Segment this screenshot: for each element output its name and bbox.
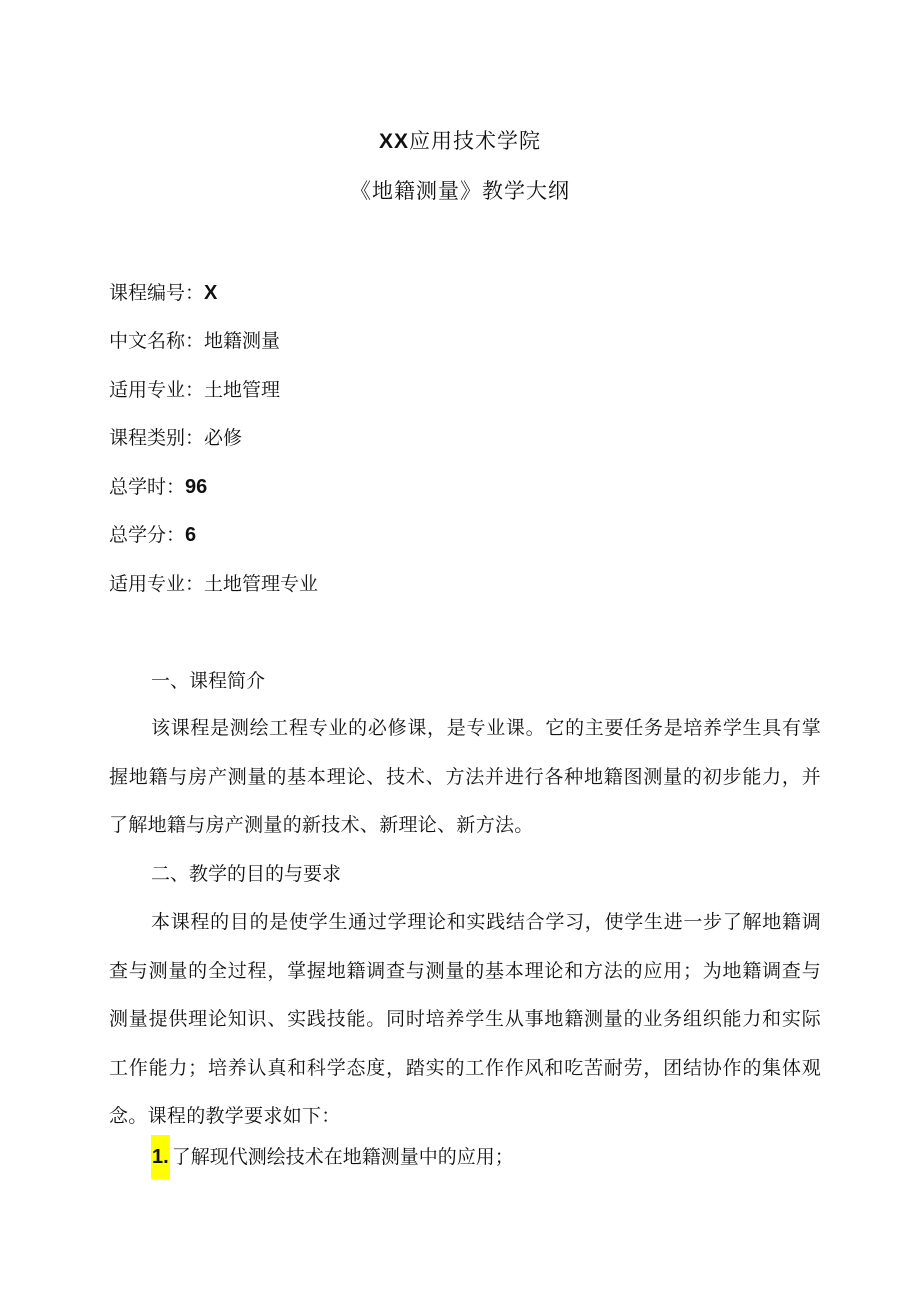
section-heading-goals: 二、教学的目的与要求 [151, 863, 342, 885]
total-hours-line [109, 474, 207, 500]
info-label: 课程编号： [109, 282, 205, 304]
requirement-item [151, 1135, 514, 1179]
requirement-number-highlight: 1. [151, 1135, 170, 1179]
total-credits-line [109, 522, 196, 548]
syllabus-title: 《地籍测量》教学大纲 [350, 179, 570, 203]
total-hours-value: 96 [185, 476, 208, 498]
institution-title [0, 127, 920, 156]
institution-prefix: XX [378, 130, 409, 153]
major-full-value: 土地管理专业 [204, 573, 319, 595]
section-paragraph-intro: 该课程是测绘工程专业的必修课，是专业课。它的主要任务是培养学生具有掌握地籍与房产测量的基本理论、技术、方法并进行各种地籍图测量的初步能力，并了解地籍与房产测量的新技术、新理论、新方法。 [109, 717, 821, 836]
course-code-value: X [204, 282, 218, 304]
chinese-name-value: 地籍测量 [204, 330, 281, 352]
course-code-line [109, 280, 217, 306]
info-label: 中文名称： [109, 330, 205, 352]
section-paragraph-goals: 本课程的目的是使学生通过学理论和实践结合学习，使学生进一步了解地籍调查与测量的全过程，掌握地籍调查与测量的基本理论和方法的应用；为地籍调查与测量提供理论知识、实践技能。同时培养学生从事地籍测量的业务组织能力和实际工作能力；培养认真和科学态度，踏实的工作作风和吃苦耐劳，团结协作的集体观念。课程的教学要求如下： [109, 911, 821, 1127]
requirement-text: 了解现代测绘技术在地籍测量中的应用； [171, 1146, 514, 1168]
course-type-line [109, 425, 242, 451]
info-label: 总学时： [109, 476, 186, 498]
info-label: 总学分： [109, 524, 186, 546]
major-line [109, 377, 280, 403]
info-label: 适用专业： [109, 573, 205, 595]
info-label: 适用专业： [109, 379, 205, 401]
major-full-line [109, 571, 318, 597]
institution-name: 应用技术学院 [409, 129, 541, 153]
section-heading-intro: 一、课程简介 [151, 670, 266, 692]
info-label: 课程类别： [109, 427, 205, 449]
course-type-value: 必修 [204, 427, 243, 449]
major-value: 土地管理 [204, 379, 281, 401]
total-credits-value: 6 [185, 524, 197, 546]
chinese-name-line [109, 328, 280, 354]
